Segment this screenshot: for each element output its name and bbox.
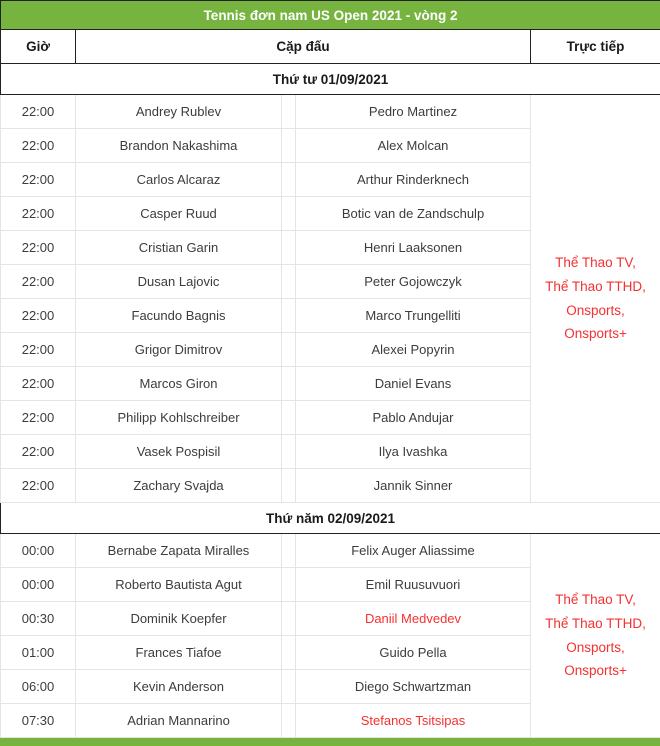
player1-name: Andrey Rublev bbox=[76, 95, 282, 129]
player2-name bbox=[296, 568, 531, 602]
match-spacer bbox=[282, 534, 296, 568]
live-channels: Thể Thao TV, Thể Thao TTHD, Onsports, Onsports+ bbox=[531, 534, 660, 738]
table-title-row bbox=[1, 1, 660, 30]
player1-name: Vasek Pospisil bbox=[76, 435, 282, 469]
match-time: 22:00 bbox=[1, 231, 76, 265]
live-channels: Thể Thao TV, Thể Thao TTHD, Onsports, Onsports+ bbox=[531, 95, 660, 503]
player1-name: Grigor Dimitrov bbox=[76, 333, 282, 367]
match-time: 06:00 bbox=[1, 670, 76, 704]
match-time: 07:30 bbox=[1, 704, 76, 738]
player1-name: Marcos Giron bbox=[76, 367, 282, 401]
match-time: 22:00 bbox=[1, 469, 76, 503]
player2-label: Peter Gojowczyk bbox=[364, 274, 462, 289]
match-spacer bbox=[282, 95, 296, 129]
match-time: 22:00 bbox=[1, 95, 76, 129]
player2-name bbox=[296, 333, 531, 367]
player2-label: Pedro Martinez bbox=[369, 104, 457, 119]
player2-label: Emil Ruusuvuori bbox=[366, 577, 461, 592]
player2-label: Arthur Rinderknech bbox=[357, 172, 469, 187]
player2-label: Botic van de Zandschulp bbox=[342, 206, 484, 221]
date-section-row bbox=[1, 64, 660, 95]
player1-name: Carlos Alcaraz bbox=[76, 163, 282, 197]
column-header-live: Trực tiếp bbox=[531, 30, 660, 64]
match-time: 22:00 bbox=[1, 367, 76, 401]
footer-bar bbox=[1, 738, 660, 746]
match-time: 22:00 bbox=[1, 333, 76, 367]
player2-name bbox=[296, 670, 531, 704]
player2-label: Daniil Medvedev bbox=[365, 611, 461, 626]
player2-label: Alex Molcan bbox=[378, 138, 449, 153]
date-section-header: Thứ tư 01/09/2021 bbox=[1, 64, 660, 95]
match-time: 01:00 bbox=[1, 636, 76, 670]
match-time: 22:00 bbox=[1, 299, 76, 333]
player1-name: Bernabe Zapata Miralles bbox=[76, 534, 282, 568]
player2-name bbox=[296, 299, 531, 333]
player2-name bbox=[296, 435, 531, 469]
player1-name: Dusan Lajovic bbox=[76, 265, 282, 299]
column-header-time: Giờ bbox=[1, 30, 76, 64]
player2-label: Guido Pella bbox=[379, 645, 446, 660]
player2-name bbox=[296, 231, 531, 265]
player2-label: Daniel Evans bbox=[375, 376, 452, 391]
player2-name bbox=[296, 367, 531, 401]
match-spacer bbox=[282, 435, 296, 469]
player1-name: Philipp Kohlschreiber bbox=[76, 401, 282, 435]
match-spacer bbox=[282, 602, 296, 636]
player2-name bbox=[296, 534, 531, 568]
player2-name bbox=[296, 197, 531, 231]
player1-name: Roberto Bautista Agut bbox=[76, 568, 282, 602]
player2-name bbox=[296, 163, 531, 197]
match-time: 22:00 bbox=[1, 129, 76, 163]
player1-name: Frances Tiafoe bbox=[76, 636, 282, 670]
match-spacer bbox=[282, 469, 296, 503]
match-row bbox=[1, 95, 660, 129]
match-time: 22:00 bbox=[1, 401, 76, 435]
match-spacer bbox=[282, 636, 296, 670]
player2-label: Ilya Ivashka bbox=[379, 444, 448, 459]
match-time: 22:00 bbox=[1, 435, 76, 469]
match-spacer bbox=[282, 401, 296, 435]
match-spacer bbox=[282, 265, 296, 299]
match-spacer bbox=[282, 129, 296, 163]
player2-label: Henri Laaksonen bbox=[364, 240, 462, 255]
match-time: 00:00 bbox=[1, 534, 76, 568]
player2-label: Marco Trungelliti bbox=[365, 308, 460, 323]
match-spacer bbox=[282, 568, 296, 602]
player1-name: Facundo Bagnis bbox=[76, 299, 282, 333]
player1-name: Brandon Nakashima bbox=[76, 129, 282, 163]
player2-name bbox=[296, 265, 531, 299]
match-spacer bbox=[282, 704, 296, 738]
column-header-row bbox=[1, 30, 660, 64]
match-spacer bbox=[282, 231, 296, 265]
player2-label: Pablo Andujar bbox=[373, 410, 454, 425]
match-row bbox=[1, 534, 660, 568]
match-spacer bbox=[282, 163, 296, 197]
date-section-row bbox=[1, 503, 660, 534]
player2-name bbox=[296, 636, 531, 670]
match-time: 00:30 bbox=[1, 602, 76, 636]
player1-name: Zachary Svajda bbox=[76, 469, 282, 503]
player1-name: Adrian Mannarino bbox=[76, 704, 282, 738]
column-header-match: Cặp đấu bbox=[76, 30, 531, 64]
match-time: 00:00 bbox=[1, 568, 76, 602]
match-time: 22:00 bbox=[1, 265, 76, 299]
player2-label: Felix Auger Aliassime bbox=[351, 543, 475, 558]
match-spacer bbox=[282, 670, 296, 704]
match-spacer bbox=[282, 299, 296, 333]
player2-name bbox=[296, 129, 531, 163]
match-spacer bbox=[282, 333, 296, 367]
match-spacer bbox=[282, 367, 296, 401]
player2-label: Diego Schwartzman bbox=[355, 679, 471, 694]
match-time: 22:00 bbox=[1, 197, 76, 231]
match-spacer bbox=[282, 197, 296, 231]
match-time: 22:00 bbox=[1, 163, 76, 197]
player1-name: Cristian Garin bbox=[76, 231, 282, 265]
player1-name: Dominik Koepfer bbox=[76, 602, 282, 636]
player2-label: Alexei Popyrin bbox=[371, 342, 454, 357]
player2-name bbox=[296, 469, 531, 503]
player1-name: Casper Ruud bbox=[76, 197, 282, 231]
player2-name bbox=[296, 401, 531, 435]
player1-name: Kevin Anderson bbox=[76, 670, 282, 704]
player2-name bbox=[296, 704, 531, 738]
player2-name bbox=[296, 95, 531, 129]
date-section-header: Thứ năm 02/09/2021 bbox=[1, 503, 660, 534]
player2-label: Stefanos Tsitsipas bbox=[361, 713, 466, 728]
player2-name bbox=[296, 602, 531, 636]
page-title: Tennis đơn nam US Open 2021 - vòng 2 bbox=[1, 1, 660, 30]
player2-label: Jannik Sinner bbox=[374, 478, 453, 493]
